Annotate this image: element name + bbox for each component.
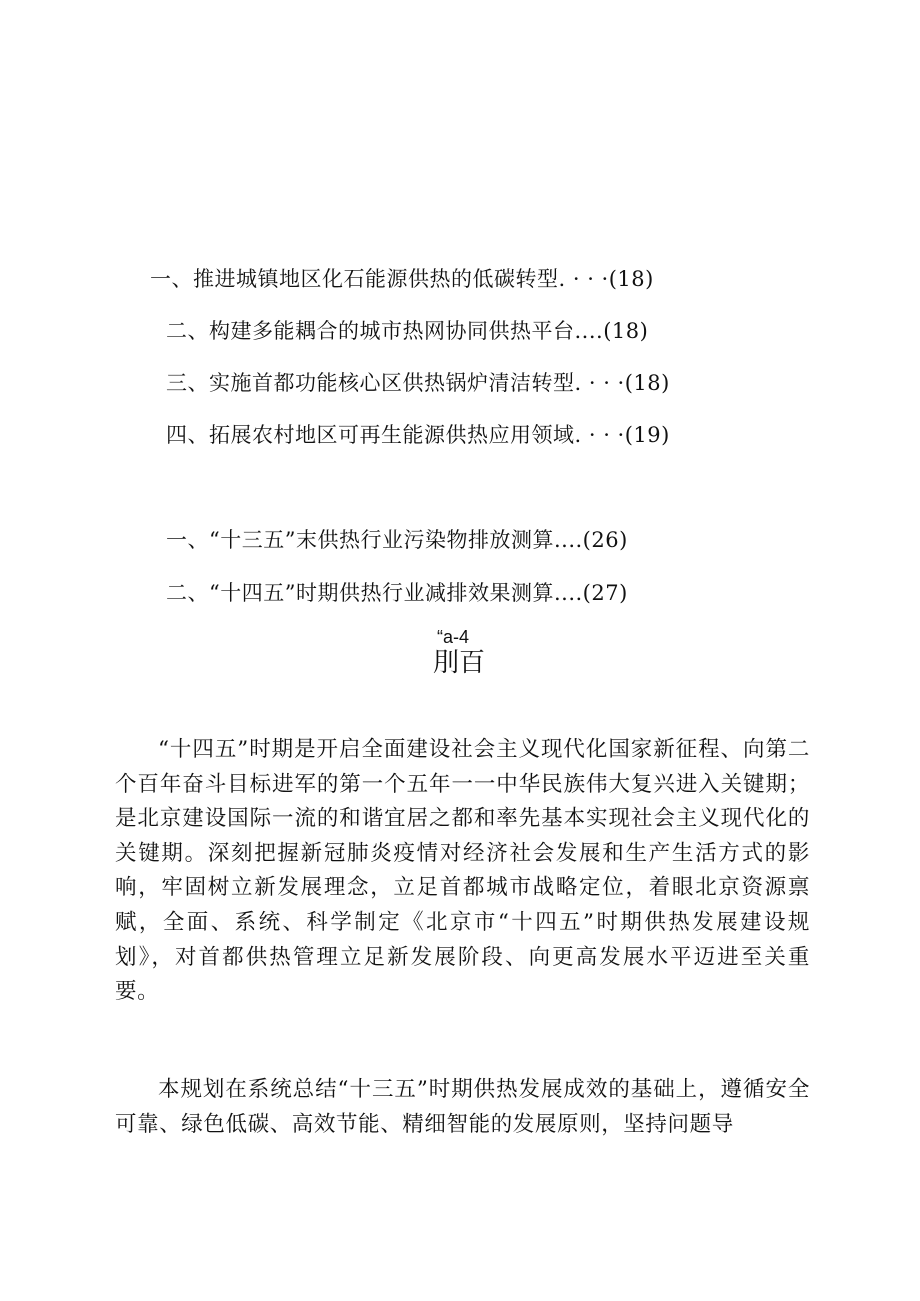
toc-entry: 四、拓展农村地区可再生能源供热应用领域. · · ·(19)	[166, 423, 670, 447]
body-paragraph: “十四五”时期是开启全面建设社会主义现代化国家新征程、向第二个百年奋斗目标进军的第一个五年一一中华民族伟大复兴进入关键期；是北京建设国际一流的和谐宜居之都和率先基本实现社会主义现代化的关键期。深刻把握新冠肺炎疫情对经济社会发展和生产生活方式的影响，牢固树立新发展理念，立足首都城市战略定位，着眼北京资源禀赋，全面、系统、科学制定《北京市“十四五”时期供热发展建设规划》，对首都供热管理立足新发展阶段、向更高发展水平迈进至关重要。	[115, 737, 810, 1005]
page-heading: 刖百	[433, 648, 486, 678]
toc-entry: 三、实施首都功能核心区供热锅炉清洁转型. · · ·(18)	[166, 371, 670, 395]
toc-entry: 二、构建多能耦合的城市热网协同供热平台....(18)	[166, 319, 649, 343]
overlay-mark: “a-4	[437, 627, 470, 647]
toc-entry: 一、“十三五”末供热行业污染物排放测算....(26)	[166, 528, 628, 552]
toc-entry: 二、“十四五”时期供热行业减排效果测算....(27)	[166, 581, 628, 605]
toc-entry: 一、推进城镇地区化石能源供热的低碳转型. · · ·(18)	[150, 267, 654, 291]
body-paragraph: 本规划在系统总结“十三五”时期供热发展成效的基础上，遵循安全可靠、绿色低碳、高效节能、精细智能的发展原则，坚持问题导	[115, 1077, 810, 1137]
